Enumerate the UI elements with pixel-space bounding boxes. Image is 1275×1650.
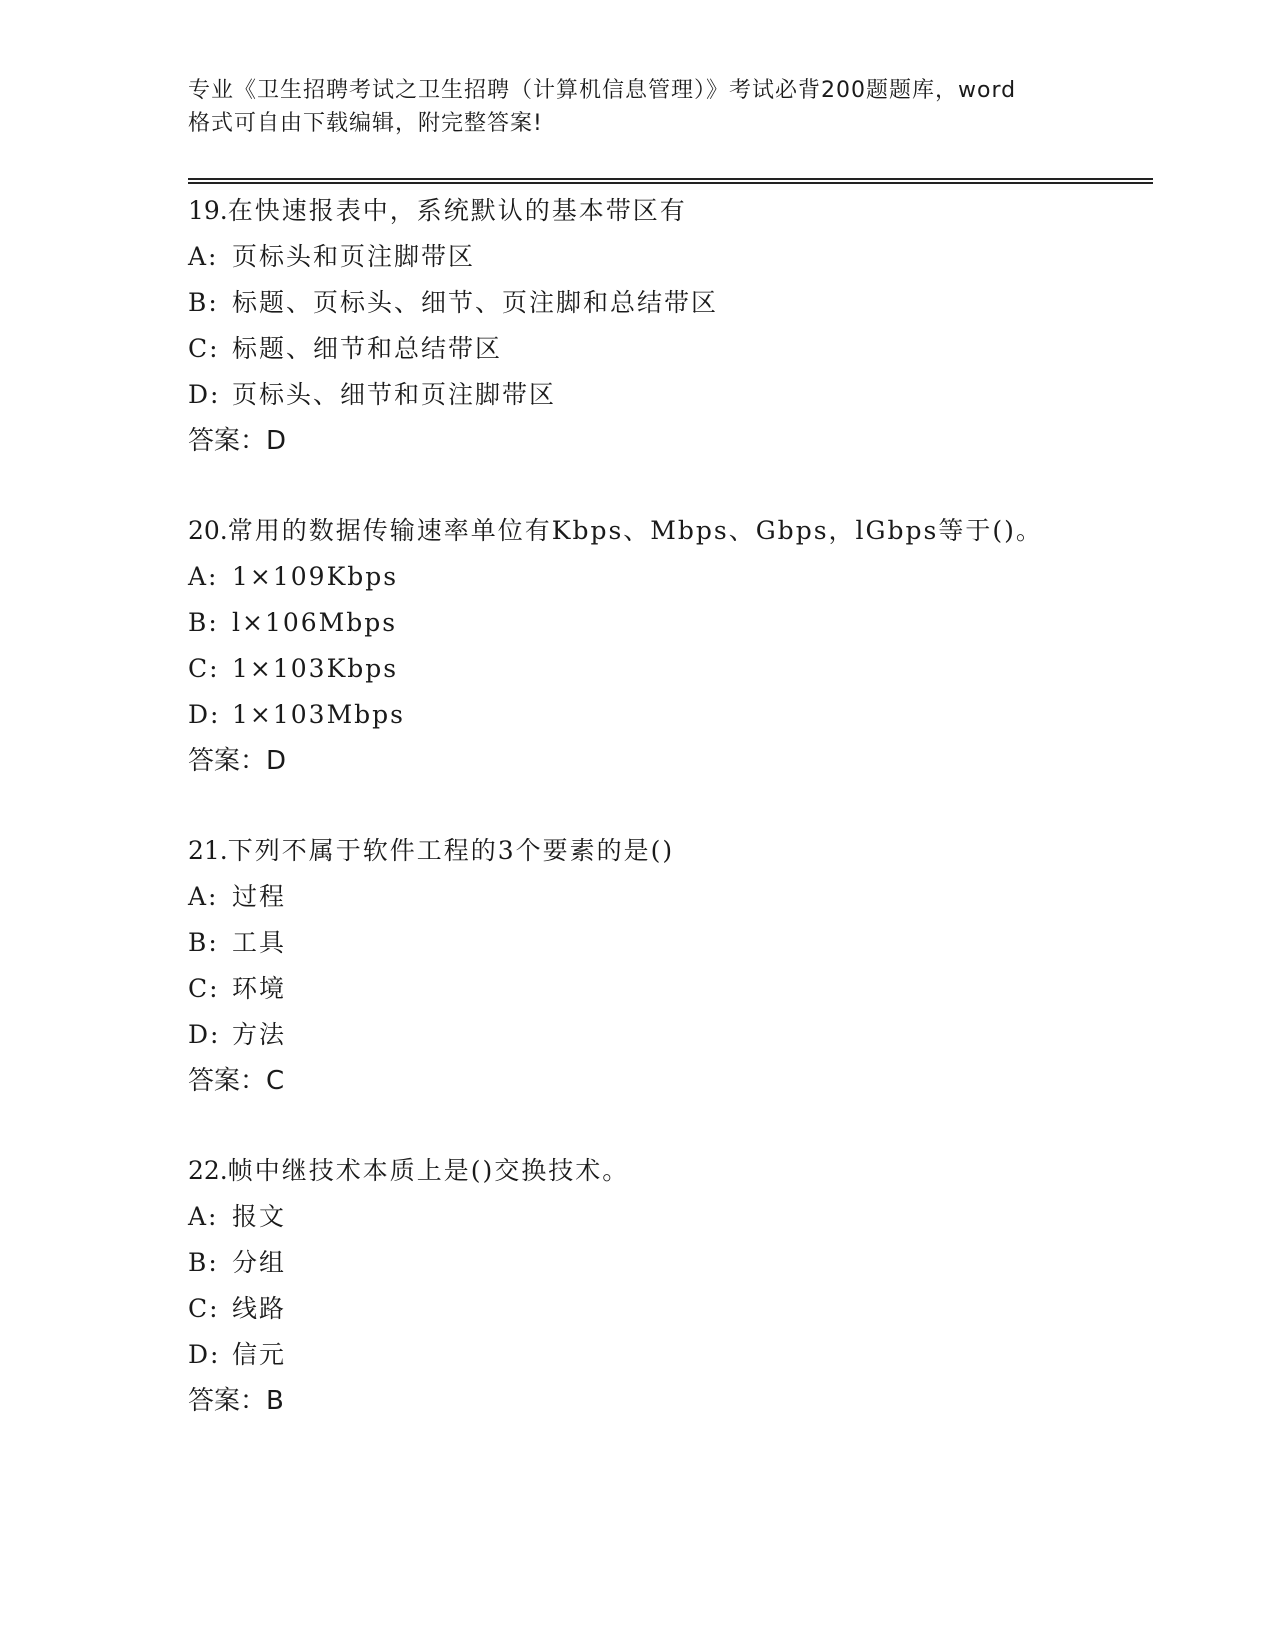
question-stem (188, 508, 1148, 554)
option-text: 方法 (232, 1020, 287, 1049)
option-key: D: (188, 1340, 221, 1369)
option-text: 信元 (232, 1340, 287, 1369)
option-d (188, 692, 1148, 738)
option-text: 页标头、细节和页注脚带区 (232, 380, 557, 409)
option-text: 页标头和页注脚带区 (232, 242, 476, 271)
question-number: 19. (188, 196, 228, 225)
question-block (188, 508, 1148, 784)
option-b (188, 280, 1148, 326)
option-text: 过程 (232, 882, 287, 911)
option-key: D: (188, 700, 221, 729)
question-text: 在快速报表中，系统默认的基本带区有 (227, 196, 687, 225)
option-c (188, 646, 1148, 692)
question-stem (188, 828, 1148, 874)
option-key: A: (188, 1202, 219, 1231)
option-c (188, 966, 1148, 1012)
option-c (188, 326, 1148, 372)
option-key: D: (188, 380, 221, 409)
option-a (188, 554, 1148, 600)
header-divider-bottom (188, 182, 1153, 184)
option-b (188, 920, 1148, 966)
option-a (188, 874, 1148, 920)
question-number: 21. (188, 836, 228, 865)
option-key: B: (188, 1248, 219, 1277)
answer-line: 答案：C (188, 1066, 285, 1096)
option-d (188, 1012, 1148, 1058)
question-stem (188, 1148, 1148, 1194)
question-number: 20. (188, 516, 228, 545)
option-text: 分组 (232, 1248, 287, 1277)
question-text: 常用的数据传输速率单位有Kbps、Mbps、Gbps，lGbps等于()。 (227, 516, 1043, 545)
question-text: 帧中继技术本质上是()交换技术。 (227, 1156, 630, 1185)
option-text: 标题、页标头、细节、页注脚和总结带区 (232, 288, 719, 317)
option-b (188, 600, 1148, 646)
question-block (188, 1148, 1148, 1424)
option-d (188, 1332, 1148, 1378)
option-key: C: (188, 974, 220, 1003)
option-text: 1×109Kbps (232, 562, 399, 591)
option-key: B: (188, 928, 219, 957)
option-a (188, 234, 1148, 280)
question-block (188, 828, 1148, 1104)
option-text: l×106Mbps (232, 608, 398, 637)
option-key: C: (188, 1294, 220, 1323)
option-key: D: (188, 1020, 221, 1049)
header-title-line-2: 格式可自由下载编辑，附完整答案! (188, 111, 543, 136)
option-key: A: (188, 242, 219, 271)
option-text: 标题、细节和总结带区 (232, 334, 503, 363)
option-key: B: (188, 608, 219, 637)
option-b (188, 1240, 1148, 1286)
option-key: C: (188, 654, 220, 683)
answer-line: 答案：D (188, 426, 287, 456)
option-key: A: (188, 562, 219, 591)
option-text: 报文 (232, 1202, 287, 1231)
option-c (188, 1286, 1148, 1332)
answer-line: 答案：D (188, 746, 287, 776)
question-text: 下列不属于软件工程的3个要素的是() (227, 836, 675, 865)
question-block (188, 188, 1148, 464)
option-text: 线路 (232, 1294, 287, 1323)
option-key: A: (188, 882, 219, 911)
header-title-line-1: 专业《卫生招聘考试之卫生招聘（计算机信息管理）》考试必背200题题库，word (188, 78, 1017, 103)
option-a (188, 1194, 1148, 1240)
option-key: C: (188, 334, 220, 363)
option-text: 1×103Mbps (232, 700, 406, 729)
question-number: 22. (188, 1156, 228, 1185)
option-text: 环境 (232, 974, 287, 1003)
answer-line: 答案：B (188, 1386, 284, 1416)
option-text: 1×103Kbps (232, 654, 399, 683)
header-divider-top (188, 178, 1153, 180)
question-stem (188, 188, 1148, 234)
option-d (188, 372, 1148, 418)
document-header (188, 74, 1088, 140)
option-text: 工具 (232, 928, 287, 957)
option-key: B: (188, 288, 219, 317)
